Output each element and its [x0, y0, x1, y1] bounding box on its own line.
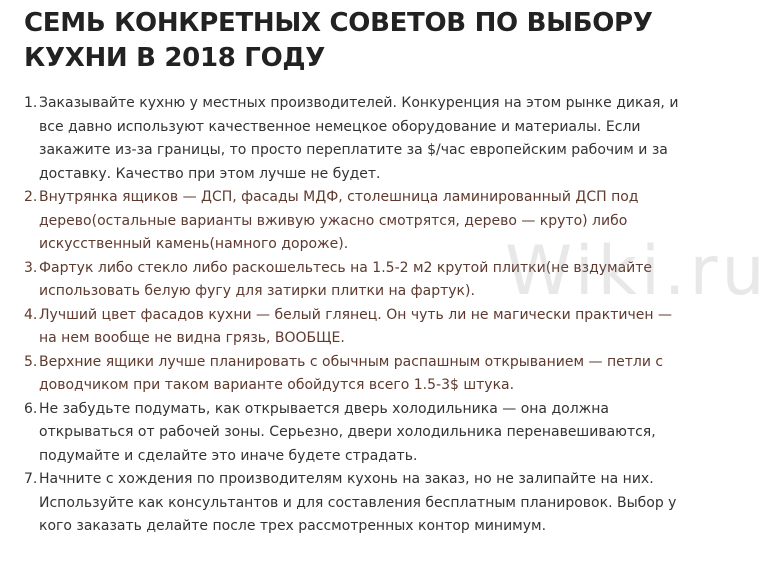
tip-number: 1. [24, 95, 38, 111]
watermark: Wiki.ru [505, 232, 769, 311]
tip-text: Верхние ящики лучше планировать с обычным распашным открыванием — петли с доводчиком при таком варианте обойдутся всего 1.5-3$ штука. [39, 353, 664, 393]
tip-text: Начните с хождения по производителям кухонь на заказ, но не залипайте на них. Используйте как консультантов и для составления бесплатным планировок. Выбор у кого заказать делайте после трех рассмотренных контор минимум. [39, 471, 677, 534]
tip-text: Фартук либо стекло либо раскошельтесь на 1.5-2 м2 крутой плитки(не вздумайте использовать белую фугу для затирки плитки на фартук). [39, 259, 653, 299]
tip-item-4 [24, 304, 680, 351]
tip-item-6 [24, 398, 680, 469]
tip-number: 3. [24, 259, 38, 276]
tip-item-3 [24, 257, 680, 304]
tip-item-1 [24, 92, 680, 186]
tip-number: 7. [24, 471, 38, 487]
tip-number: 5. [24, 353, 38, 370]
tip-number: 4. [24, 306, 38, 323]
tip-number: 2. [24, 189, 38, 205]
tip-number: 6. [24, 400, 38, 417]
tip-item-5 [24, 351, 680, 398]
tip-item-7 [24, 468, 680, 539]
tip-text: Не забудьте подумать, как открывается дверь холодильника — она должна открываться от рабочей зоны. Серьезно, двери холодильника перенавешиваются, подумайте и сделайте это иначе будете страдать. [39, 400, 656, 464]
tip-item-2 [24, 186, 680, 257]
tip-text: Внутрянка ящиков — ДСП, фасады МДФ, столешница ламинированный ДСП под дерево(остальные варианты вживую ужасно смотрятся, дерево — круто) либо искусственный камень(намного дороже). [39, 189, 639, 252]
tip-text: Лучший цвет фасадов кухни — белый глянец. Он чуть ли не магически практичен — на нем вообще не видна грязь, ВООБЩЕ. [39, 306, 672, 346]
tip-text: Заказывайте кухню у местных производителей. Конкуренция на этом рынке дикая, и все давно используют качественное немецкое оборудование и материалы. Если закажите из-за границы, то просто переплатите за $/час европейским рабочим и за доставку. Качество при этом лучше не будет. [39, 95, 679, 182]
article-title: СЕМЬ КОНКРЕТНЫХ СОВЕТОВ ПО ВЫБОРУ КУХНИ В 2018 ГОДУ [24, 8, 653, 73]
tips-list [24, 92, 680, 539]
